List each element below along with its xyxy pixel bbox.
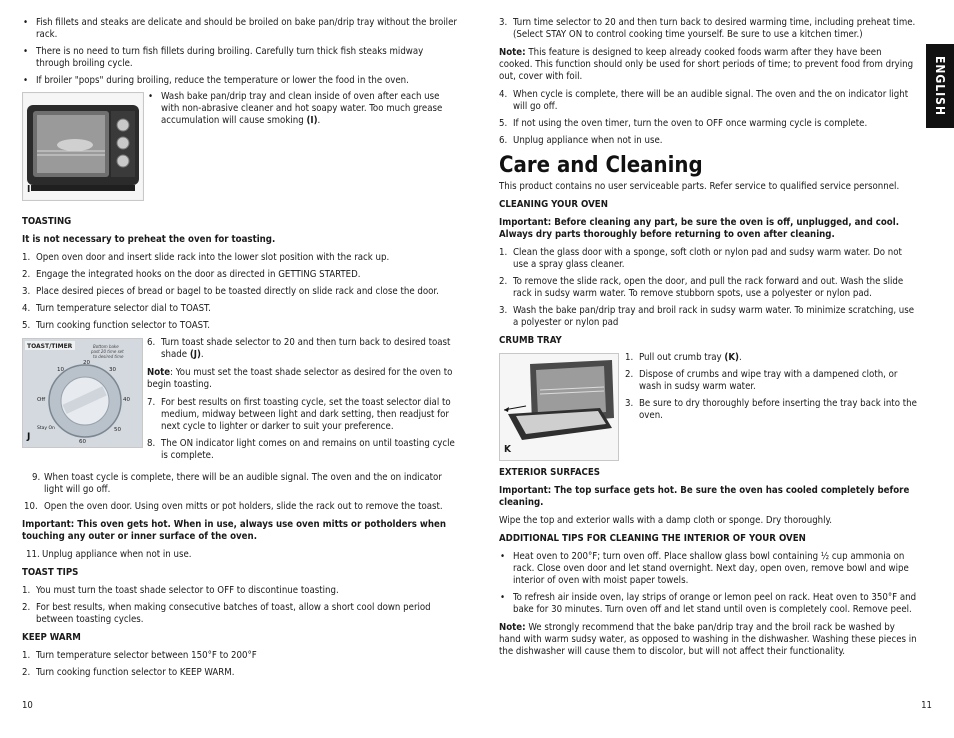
exterior-text: Wipe the top and exterior walls with a damp cloth or sponge. Dry thoroughly. — [499, 515, 833, 526]
list-item: 6. Turn toast shade selector to 20 and then turn back to desired toast shade (J). — [147, 337, 451, 360]
list-item: 1. Clean the glass door with a sponge, soft cloth or nylon pad and sudsy warm water. Do not use a spray glass cleaner. — [499, 247, 902, 270]
dial-tick: 10 — [57, 367, 64, 373]
list-item: 10. Open the oven door. Using oven mitts or pot holders, slide the rack out to remove the toast. — [24, 501, 443, 512]
dial-caption-line: Bottom bake — [93, 344, 119, 349]
exterior-important: Important: The top surface gets hot. Be sure the oven has cooled completely before cleaning. — [499, 485, 910, 508]
toasting-note: It is not necessary to preheat the oven for toasting. — [22, 234, 276, 245]
figure-i-oven-image — [22, 92, 144, 201]
additional-tips-list — [499, 551, 917, 616]
figure-label: K — [504, 444, 511, 455]
final-note: Note: We strongly recommend that the bake pan/drip tray and the broil rack be washed by hand with warm sudsy water, as opposed to washing in the dishwasher. Washing these pieces in the dishwasher will cause them to discolor, but will not affect their functionality. — [499, 622, 917, 657]
dial-off-label: Off — [37, 397, 46, 403]
cleaning-heading: CLEANING YOUR OVEN — [499, 199, 608, 210]
page-number-right: 11 — [921, 700, 932, 711]
dial-tick: 20 — [83, 360, 90, 366]
toasting-steps-b — [147, 397, 458, 462]
care-intro: This product contains no user serviceable parts. Refer service to qualified service personnel. — [499, 181, 900, 192]
keep-warm-list — [22, 650, 458, 679]
list-item: 2. To remove the slide rack, open the door, and pull the rack forward and out. Wash the slide rack in sudsy warm water. To remove stubborn spots, use a polyester or nylon pad. — [499, 276, 904, 299]
list-item: 6. Unplug appliance when not in use. — [499, 135, 663, 146]
list-item: • Heat oven to 200°F; turn oven off. Place shallow glass bowl containing ½ cup ammonia on rack. Close oven door and let stand overnight. Next day, open oven, remove bowl and wipe interior of oven with moist paper towels. — [499, 551, 917, 587]
crumb-steps — [625, 352, 917, 422]
list-item: • Wash bake pan/drip tray and clean inside of oven after each use with non-abrasive cleaner and hot soapy water. Too much grease accumulation will cause smoking (I). — [147, 91, 458, 127]
figure-label: I — [27, 184, 31, 195]
toasting-note-2: Note: You must set the toast shade selector as desired for the oven to begin toasting. — [147, 367, 453, 390]
toast-tips-list — [22, 585, 458, 626]
figure-k-crumb-tray-image — [499, 353, 619, 461]
oven-illustration — [23, 93, 143, 200]
list-item: 1. Open oven door and insert slide rack into the lower slot position with the rack up. — [22, 252, 390, 263]
toasting-steps-a — [22, 252, 458, 332]
dial-title: TOAST/TIMER — [27, 343, 73, 350]
right-page — [499, 17, 917, 664]
crumb-tray-heading: CRUMB TRAY — [499, 335, 562, 346]
figure-label: J — [27, 432, 31, 442]
toasting-step-6-list — [147, 337, 458, 361]
list-item: 5. If not using the oven timer, turn the oven to OFF once warming cycle is complete. — [499, 118, 868, 129]
list-item: • If broiler "pops" during broiling, reduce the temperature or lower the food in the oven. — [22, 75, 458, 87]
page-number-left: 10 — [22, 700, 33, 711]
toasting-heading: TOASTING — [22, 216, 72, 227]
language-tab-label: ENGLISH — [933, 56, 947, 116]
dial-tick: 30 — [109, 367, 116, 373]
exterior-heading: EXTERIOR SURFACES — [499, 467, 600, 478]
list-item: 9. When toast cycle is complete, there will be an audible signal. The oven and the on indicator light will go off. — [32, 472, 442, 495]
toasting-steps-b-block — [147, 337, 458, 468]
list-item: 1. Turn temperature selector between 150°F to 200°F — [22, 650, 257, 661]
toasting-step-11 — [22, 549, 458, 561]
keep-warm-steps-cont — [499, 17, 917, 41]
figure-k-row — [499, 353, 917, 461]
dial-tick: 50 — [114, 427, 121, 433]
wash-tip-text: Wash bake pan/drip tray and clean inside of oven after each use with non-abrasive cleaner and hot soapy water. Too much grease accumulation will cause smoking — [161, 91, 443, 126]
list-item: • There is no need to turn fish fillets during broiling. Carefully turn thick fish steaks midway through broiling cycle. — [22, 46, 458, 70]
dial-tick: 40 — [123, 397, 130, 403]
keep-warm-heading: KEEP WARM — [22, 632, 81, 643]
list-item: 11. Unplug appliance when not in use. — [26, 549, 192, 560]
keep-warm-note: Note: This feature is designed to keep already cooked foods warm after they have been cooked. This function should only be used for short periods of time; to prevent food from drying out, cover with foil. — [499, 47, 914, 82]
toasting-steps-c — [22, 472, 458, 513]
list-item: • Fish fillets and steaks are delicate and should be broiled on bake pan/drip tray without the broiler rack. — [22, 17, 458, 41]
list-item: 3. Wash the bake pan/drip tray and broil rack in sudsy warm water. To minimize scratching, use a polyester or nylon pad — [499, 305, 915, 328]
figure-ref: (I) — [306, 115, 318, 126]
dial-stay-on-label: Stay On — [37, 426, 55, 431]
toast-tips-heading: TOAST TIPS — [22, 567, 79, 578]
list-item: 1. You must turn the toast shade selector to OFF to discontinue toasting. — [22, 585, 339, 596]
broil-tips-list — [22, 17, 458, 87]
language-tab — [926, 44, 954, 128]
crumb-steps-block — [625, 352, 917, 428]
list-item: 3. Place desired pieces of bread or bagel to be toasted directly on slide rack and close the door. — [22, 286, 439, 297]
svg-text:Bottom bake past 20: Bottom bake past 20 time set to desired time — [91, 344, 124, 359]
list-item: 4. When cycle is complete, there will be an audible signal. The oven and the on indicator light will go off. — [499, 89, 909, 112]
list-item: 4. Turn temperature selector dial to TOAST. — [22, 303, 211, 314]
figure-j-row — [22, 338, 458, 468]
wash-tip-list — [147, 91, 458, 132]
dial-tick: 60 — [79, 439, 86, 445]
list-item: 2. Engage the integrated hooks on the door as directed in GETTING STARTED. — [22, 269, 361, 280]
cleaning-steps — [499, 247, 917, 329]
list-item: 2. For best results, when making consecutive batches of toast, allow a short cool down period between toasting cycles. — [22, 602, 431, 625]
list-item: 2. Dispose of crumbs and wipe tray with a dampened cloth, or wash in sudsy warm water. — [625, 369, 898, 392]
toast-timer-dial — [23, 339, 142, 447]
additional-tips-heading: ADDITIONAL TIPS FOR CLEANING THE INTERIOR OF YOUR OVEN — [499, 533, 806, 544]
list-item: 2. Turn cooking function selector to KEEP WARM. — [22, 667, 235, 678]
list-item: 3. Be sure to dry thoroughly before inserting the tray back into the oven. — [625, 398, 917, 421]
list-item: 1. Pull out crumb tray (K). — [625, 352, 742, 363]
keep-warm-steps-end — [499, 89, 917, 147]
list-item: • To refresh air inside oven, lay strips of orange or lemon peel on rack. Heat oven to 350°F and bake for 30 minutes. Turn oven off and let stand until oven is completely cool. Remove peel. — [499, 592, 917, 616]
care-and-cleaning-title: Care and Cleaning — [499, 153, 703, 178]
figure-j-dial-image — [22, 338, 143, 448]
cleaning-important: Important: Before cleaning any part, be sure the oven is off, unplugged, and cool. Always dry parts thoroughly before returning to oven after cleaning. — [499, 217, 899, 240]
list-item: 3. Turn time selector to 20 and then turn back to desired warming time, including preheat time. (Select STAY ON to control cooking time yourself. Be sure to use a kitchen timer.) — [499, 17, 916, 40]
crumb-tray-illustration — [500, 354, 618, 460]
list-item: 7. For best results on first toasting cycle, set the toast selector dial to medium, midway between light and dark setting, then readjust for next cycle to lighter or darker to suit your preference. — [147, 397, 451, 432]
important-hot-warning: Important: This oven gets hot. When in use, always use oven mitts or potholders when touching any outer or inner surface of the oven. — [22, 519, 447, 542]
figure-i-row — [22, 92, 458, 201]
list-item: 5. Turn cooking function selector to TOAST. — [22, 320, 211, 331]
left-page — [22, 17, 458, 685]
list-item: 8. The ON indicator light comes on and remains on until toasting cycle is complete. — [147, 438, 455, 461]
